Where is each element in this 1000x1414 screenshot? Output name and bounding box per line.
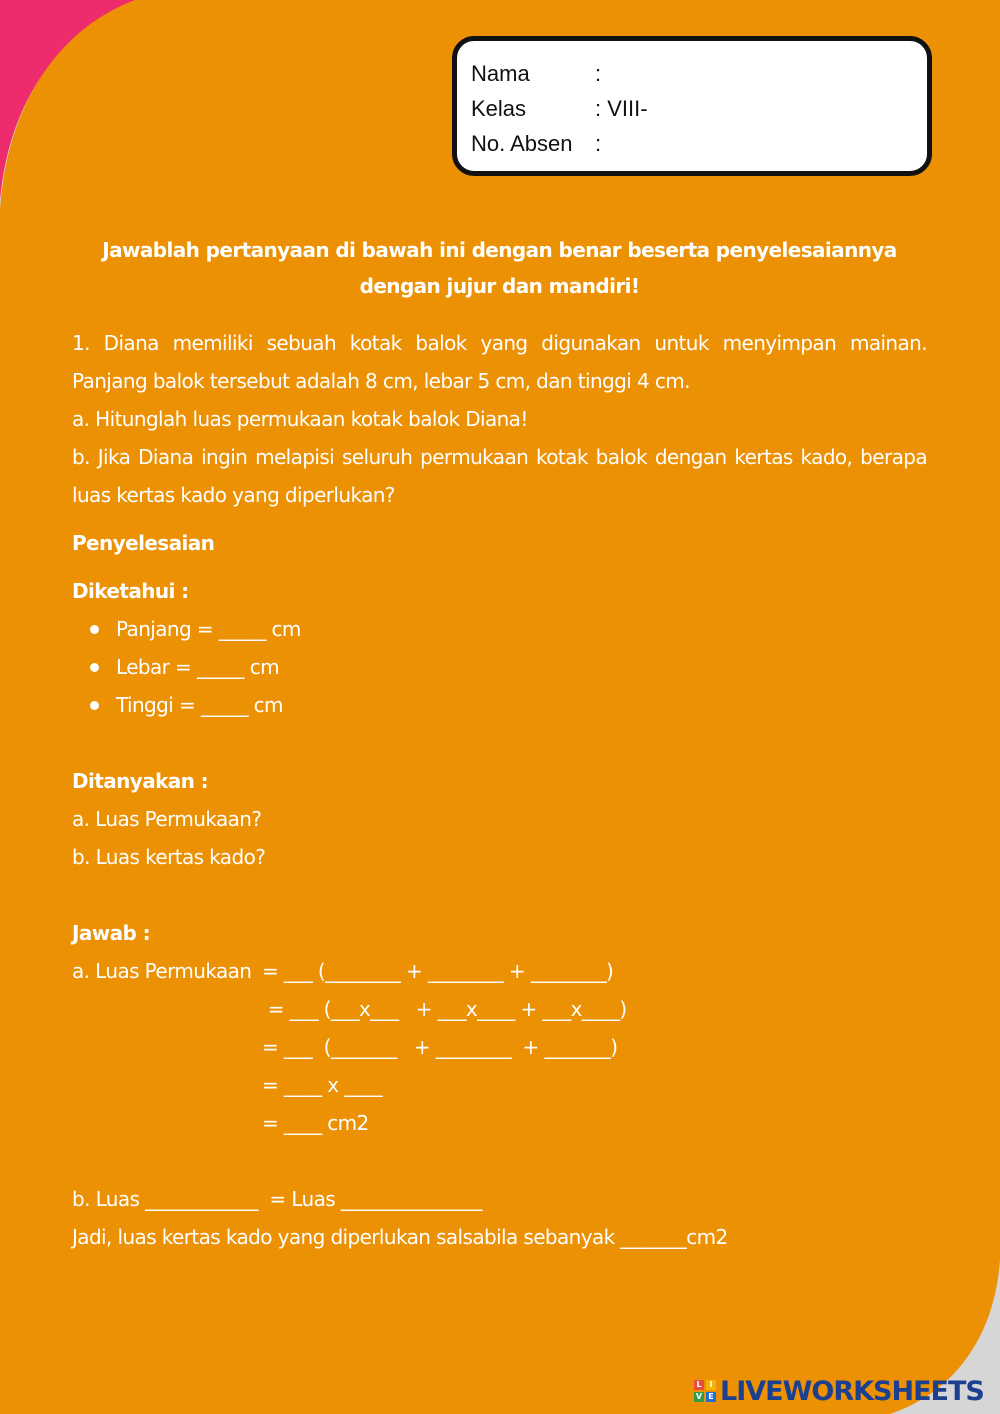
- asked-item-a: a. Luas Permukaan?: [72, 807, 262, 831]
- conclusion-line[interactable]: Jadi, luas kertas kado yang diperlukan salsabila sebanyak _______cm2: [72, 1225, 728, 1249]
- kelas-label: Kelas: [471, 96, 527, 121]
- nama-row: [471, 61, 602, 87]
- answer-a-row-5: [72, 1104, 927, 1142]
- logo-mark-letter: L: [694, 1380, 704, 1390]
- kelas-value[interactable]: : VIII-: [595, 96, 648, 121]
- asked-item-b: b. Luas kertas kado?: [72, 845, 266, 869]
- answer-a-line-4[interactable]: = ____ x ____: [262, 1073, 382, 1097]
- answer-a-row-3: [72, 1028, 927, 1066]
- question-part-b: b. Jika Diana ingin melapisi seluruh permukaan kotak balok dengan kertas kado, berapa luas kertas kado yang diperlukan?: [72, 445, 927, 507]
- answer-a-line-2[interactable]: = ___ (___x___ + ___x____ + ___x____): [262, 997, 627, 1021]
- kelas-row: [471, 96, 648, 122]
- answer-a-label: a. Luas Permukaan: [72, 959, 252, 983]
- question-part-a: a. Hitunglah luas permukaan kotak balok Diana!: [72, 407, 528, 431]
- logo-mark-letter: I: [706, 1380, 716, 1390]
- answer-a-row-2: [72, 990, 927, 1028]
- absen-label: No. Absen: [471, 131, 573, 156]
- absen-row: [471, 131, 602, 157]
- nama-value[interactable]: :: [595, 61, 602, 86]
- answer-a-line-5[interactable]: = ____ cm2: [262, 1111, 369, 1135]
- answer-a-row-1: [72, 952, 927, 990]
- student-identity-box: [452, 36, 932, 176]
- asked-heading: Ditanyakan :: [72, 769, 209, 793]
- solution-title: Penyelesaian: [72, 531, 215, 555]
- absen-value[interactable]: :: [595, 131, 602, 156]
- logo-mark-icon: [694, 1380, 716, 1402]
- known-list: [72, 610, 927, 724]
- known-item-lebar[interactable]: Lebar = _____ cm: [116, 648, 927, 686]
- known-item-panjang[interactable]: Panjang = _____ cm: [116, 610, 927, 648]
- worksheet-content: [72, 232, 927, 1256]
- logo-mark-letter: E: [706, 1392, 716, 1402]
- liveworksheets-logo: [694, 1374, 984, 1408]
- logo-text: LIVEWORKSHEETS: [720, 1375, 984, 1407]
- logo-mark-letter: V: [695, 1392, 703, 1401]
- known-heading: Diketahui :: [72, 579, 189, 603]
- answer-heading: Jawab :: [72, 921, 150, 945]
- answer-a-row-4: [72, 1066, 927, 1104]
- instruction-text: Jawablah pertanyaan di bawah ini dengan benar beserta penyelesaiannya dengan jujur dan mandiri!: [102, 238, 897, 298]
- answer-a-line-3[interactable]: = ___ (_______ + ________ + _______): [262, 1035, 618, 1059]
- answer-a-line-1[interactable]: = ___ (________ + ________ + ________): [262, 959, 614, 983]
- question-intro: 1. Diana memiliki sebuah kotak balok yang digunakan untuk menyimpan mainan. Panjang balok tersebut adalah 8 cm, lebar 5 cm, dan tinggi 4 cm.: [72, 331, 927, 393]
- answer-b-line[interactable]: b. Luas ____________ = Luas _______________: [72, 1187, 482, 1211]
- nama-label: Nama: [471, 61, 530, 86]
- known-item-tinggi[interactable]: Tinggi = _____ cm: [116, 686, 927, 724]
